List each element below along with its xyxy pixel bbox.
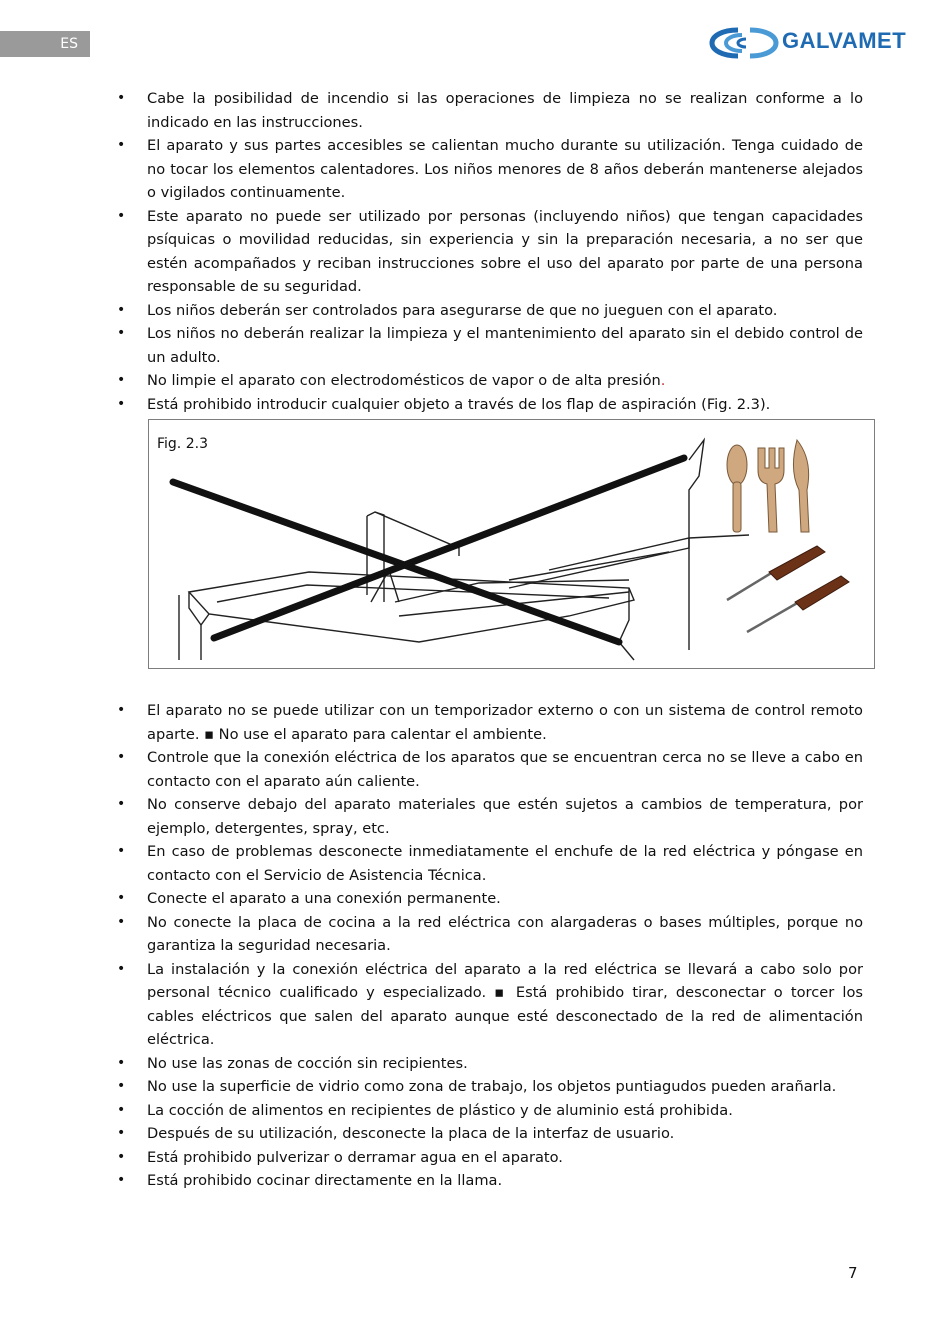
trailing-dot: . xyxy=(660,372,666,389)
list-item: • Los niños deberán ser controlados para asegurarse de que no jueguen con el aparato. xyxy=(117,299,863,323)
list-item: • No conecte la placa de cocina a la red eléctrica con alargaderas o bases múltiples, porque no garantiza la seguridad necesaria. xyxy=(117,911,863,958)
list-item: • Los niños no deberán realizar la limpieza y el mantenimiento del aparato sin el debido control de un adulto. xyxy=(117,322,863,369)
figure-label: Fig. 2.3 xyxy=(157,436,208,452)
prohibition-cross xyxy=(173,458,684,642)
galvamet-swirl-icon xyxy=(708,24,780,62)
list-item: • La instalación y la conexión eléctrica del aparato a la red eléctrica se llevará a cabo solo por personal técnico cualificado y especializado. ▪ Está prohibido tirar, desconectar o torcer los cables eléctricos que salen del aparato aunque esté desconectado de la red de alimentación eléctrica. xyxy=(117,958,863,1052)
figure-2-3 xyxy=(148,419,875,669)
list-item: • Después de su utilización, desconecte la placa de la interfaz de usuario. xyxy=(117,1122,863,1146)
list-item: • No conserve debajo del aparato materiales que estén sujetos a cambios de temperatura, por ejemplo, detergentes, spray, etc. xyxy=(117,793,863,840)
list-item: • Está prohibido pulverizar o derramar agua en el aparato. xyxy=(117,1146,863,1170)
screwdrivers-icon xyxy=(727,546,849,632)
page-number: 7 xyxy=(848,1264,858,1282)
list-item: • Este aparato no puede ser utilizado por personas (incluyendo niños) que tengan capacidades psíquicas o movilidad reducidas, sin experiencia y sin la preparación necesaria, a no ser que estén acompañados y reciban instrucciones sobre el uso del aparato por parte de una persona responsable de su seguridad. xyxy=(117,205,863,299)
list-item: • No use las zonas de cocción sin recipientes. xyxy=(117,1052,863,1076)
list-item: • Está prohibido cocinar directamente en la llama. xyxy=(117,1169,863,1193)
utensils-icon xyxy=(727,440,809,532)
safety-list-top xyxy=(117,87,863,416)
safety-list-bottom xyxy=(117,699,863,1193)
list-item: • El aparato y sus partes accesibles se calientan mucho durante su utilización. Tenga cuidado de no tocar los elementos calentadores. Los niños menores de 8 años deberán mantenerse alejados o vigilados continuamente. xyxy=(117,134,863,205)
list-item: • Está prohibido introducir cualquier objeto a través de los flap de aspiración (Fig. 2.3). xyxy=(117,393,863,417)
list-item: • Controle que la conexión eléctrica de los aparatos que se encuentran cerca no se lleve a cabo en contacto con el aparato aún caliente. xyxy=(117,746,863,793)
prohibited-objects-illustration xyxy=(149,420,876,670)
list-item: • El aparato no se puede utilizar con un temporizador externo o con un sistema de control remoto aparte. ▪ No use el aparato para calentar el ambiente. xyxy=(117,699,863,746)
list-item: • La cocción de alimentos en recipientes de plástico y de aluminio está prohibida. xyxy=(117,1099,863,1123)
list-item: • Conecte el aparato a una conexión permanente. xyxy=(117,887,863,911)
list-item: • Cabe la posibilidad de incendio si las operaciones de limpieza no se realizan conforme a lo indicado en las instrucciones. xyxy=(117,87,863,134)
galvamet-logo xyxy=(708,24,908,62)
list-item: • En caso de problemas desconecte inmediatamente el enchufe de la red eléctrica y póngase en contacto con el Servicio de Asistencia Técnica. xyxy=(117,840,863,887)
list-item: • No use la superficie de vidrio como zona de trabajo, los objetos puntiagudos pueden arañarla. xyxy=(117,1075,863,1099)
list-item-text: No limpie el aparato con electrodomésticos de vapor o de alta presión xyxy=(147,372,661,389)
brand-name: GALVAMET xyxy=(782,28,907,53)
language-tab: ES xyxy=(0,31,90,57)
appliance-drawing xyxy=(179,440,749,660)
list-item xyxy=(117,369,863,393)
